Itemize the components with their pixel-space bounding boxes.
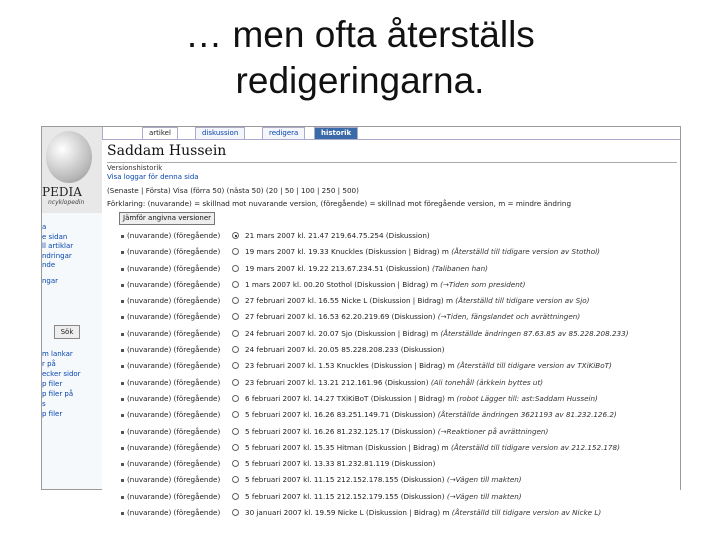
revision-info: 24 februari 2007 kl. 20.07 Sjo (Diskussion | Bidrag) m — [245, 328, 439, 338]
logo-subtitle: ncyklopedin — [48, 199, 85, 206]
sidebar-nav-link[interactable]: ngar — [42, 276, 59, 285]
tab-discussion[interactable]: diskussion — [195, 127, 245, 139]
bullet-icon — [121, 268, 124, 271]
toolbox-link[interactable]: s — [42, 400, 46, 408]
page-subtitle: Versionshistorik — [107, 164, 163, 172]
revision-info: 1 mars 2007 kl. 00.20 Stothol (Diskussion | Bidrag) m — [245, 279, 438, 289]
revision-entry[interactable] — [245, 342, 682, 358]
diff-links[interactable]: (nuvarande) (föregående) — [127, 393, 221, 403]
toolbox-link[interactable]: ecker sidor — [42, 370, 81, 378]
tab-history[interactable]: historik — [314, 127, 358, 139]
revision-entry[interactable] — [245, 407, 682, 423]
history-row — [107, 293, 680, 309]
sidebar-nav-link[interactable]: e sidan — [42, 232, 68, 241]
bullet-icon — [121, 496, 124, 499]
version-radio[interactable] — [232, 232, 239, 239]
version-radio[interactable] — [232, 313, 239, 320]
version-radio[interactable] — [232, 330, 239, 337]
edit-summary: (Ali tonehåll (ärkkein byttes ut) — [430, 377, 544, 387]
revision-entry[interactable] — [245, 261, 682, 277]
version-radio[interactable] — [232, 297, 239, 304]
diff-links[interactable]: (nuvarande) (föregående) — [127, 279, 221, 289]
bullet-icon — [121, 431, 124, 434]
edit-summary: (Återställd till tidigare version av 212.152.178) — [450, 442, 620, 452]
diff-links[interactable]: (nuvarande) (föregående) — [127, 491, 221, 501]
diff-links[interactable]: (nuvarande) (föregående) — [127, 247, 221, 257]
slide-title — [0, 12, 720, 104]
revision-entry[interactable] — [245, 244, 682, 260]
history-row — [107, 440, 680, 456]
edit-summary: (→Vägen till makten) — [446, 475, 522, 485]
edit-summary: (robot Lägger till: ast:Saddam Hussein) — [456, 393, 598, 403]
revision-entry[interactable] — [245, 424, 682, 440]
slide-title-line-1: … men ofta återställs — [185, 14, 535, 55]
history-row — [107, 505, 680, 521]
tab-edit[interactable]: redigera — [262, 127, 305, 139]
history-row — [107, 342, 680, 358]
search-box — [42, 323, 98, 345]
history-row — [107, 358, 680, 374]
version-radio[interactable] — [232, 428, 239, 435]
log-link[interactable]: Visa loggar för denna sida — [107, 173, 199, 181]
bullet-icon — [121, 300, 124, 303]
diff-links[interactable]: (nuvarande) (föregående) — [127, 328, 221, 338]
bullet-icon — [121, 333, 124, 336]
history-row — [107, 326, 680, 342]
diff-links[interactable]: (nuvarande) (föregående) — [127, 459, 221, 469]
revision-info: 5 februari 2007 kl. 16.26 83.251.149.71 (Diskussion) — [245, 410, 436, 420]
revision-info: 23 februari 2007 kl. 1.53 Knuckles (Diskussion | Bidrag) m — [245, 361, 455, 371]
revision-info: 23 februari 2007 kl. 13.21 212.161.96 (Diskussion) — [245, 377, 429, 387]
version-radio[interactable] — [232, 281, 239, 288]
bullet-icon — [121, 349, 124, 352]
history-row — [107, 456, 680, 472]
revision-entry[interactable] — [245, 309, 682, 325]
version-radio[interactable] — [232, 493, 239, 500]
tab-article[interactable]: artikel — [142, 127, 178, 139]
sidebar — [42, 127, 103, 489]
edit-summary: (Återställd till tidigare version av Sjo) — [455, 296, 590, 306]
version-radio[interactable] — [232, 379, 239, 386]
bullet-icon — [121, 382, 124, 385]
bullet-icon — [121, 479, 124, 482]
revision-info: 19 mars 2007 kl. 19.22 213.67.234.51 (Diskussion) — [245, 263, 430, 273]
diff-links[interactable]: (nuvarande) (föregående) — [127, 345, 221, 355]
edit-summary: (Återställd till tidigare version av Nicke L) — [451, 508, 602, 518]
logo-text: PEDIA — [42, 185, 82, 199]
toolbox-link[interactable]: p filer — [42, 410, 63, 418]
sidebar-navigation — [42, 223, 100, 286]
bullet-icon — [121, 365, 124, 368]
diff-links[interactable]: (nuvarande) (föregående) — [127, 296, 221, 306]
edit-summary: (Återställd till tidigare version av Stothol) — [451, 247, 600, 257]
bullet-icon — [121, 512, 124, 515]
revision-info: 19 mars 2007 kl. 19.33 Knuckles (Diskussion | Bidrag) m — [245, 247, 449, 257]
revision-entry[interactable] — [245, 440, 682, 456]
edit-summary: (→Reaktioner på avrättningen) — [437, 426, 549, 436]
version-radio[interactable] — [232, 444, 239, 451]
revision-entry[interactable] — [245, 326, 682, 342]
history-row — [107, 261, 680, 277]
sidebar-nav-link[interactable]: ll artiklar — [42, 242, 74, 250]
revision-info: 24 februari 2007 kl. 20.05 85.228.208.233 (Diskussion) — [245, 345, 445, 355]
edit-summary: (Återställde ändringen 87.63.85 av 85.228.208.233) — [440, 328, 629, 338]
pagination-row[interactable]: (Senaste | Första) Visa (förra 50) (nästa 50) (20 | 50 | 100 | 250 | 500) — [107, 186, 359, 195]
page-title: Saddam Hussein — [107, 143, 227, 159]
history-row — [107, 391, 680, 407]
edit-summary: (→Tiden som president) — [440, 279, 526, 289]
edit-summary: (Återställd till tidigare version av TXiKiBoT) — [456, 361, 612, 371]
revision-entry[interactable] — [245, 489, 682, 505]
version-radio[interactable] — [232, 346, 239, 353]
toolbox-link[interactable]: m lankar — [42, 350, 73, 358]
globe-icon — [46, 131, 92, 183]
history-list — [107, 228, 680, 521]
revision-entry[interactable] — [245, 277, 682, 293]
toolbox-link[interactable]: p filer på — [42, 390, 74, 398]
wiki-screenshot — [41, 126, 681, 518]
version-radio[interactable] — [232, 476, 239, 483]
history-row — [107, 277, 680, 293]
revision-info: 5 februari 2007 kl. 16.26 81.232.125.17 (Diskussion) — [245, 426, 436, 436]
version-radio[interactable] — [232, 509, 239, 516]
history-row — [107, 407, 680, 423]
bullet-icon — [121, 414, 124, 417]
slide-title-line-2: redigeringarna. — [235, 60, 485, 101]
diff-links[interactable]: (nuvarande) (föregående) — [127, 263, 221, 273]
revision-entry[interactable] — [245, 375, 682, 391]
bullet-icon — [121, 284, 124, 287]
bullet-icon — [121, 251, 124, 254]
version-radio[interactable] — [232, 248, 239, 255]
search-button[interactable]: Sök — [54, 325, 80, 339]
history-row — [107, 489, 680, 505]
toolbox — [42, 349, 100, 419]
history-row — [107, 228, 680, 244]
revision-entry[interactable] — [245, 505, 682, 521]
version-radio[interactable] — [232, 411, 239, 418]
revision-entry[interactable] — [245, 228, 682, 244]
revision-info: 30 januari 2007 kl. 19.59 Nicke L (Diskussion | Bidrag) m — [245, 508, 450, 518]
history-row — [107, 375, 680, 391]
page-tabs — [102, 127, 680, 139]
revision-info: 5 februari 2007 kl. 11.15 212.152.179.155 (Diskussion) — [245, 491, 445, 501]
edit-summary: (Återställde ändringen 3621193 av 81.232.126.2) — [437, 410, 617, 420]
bullet-icon — [121, 463, 124, 466]
sidebar-nav-link[interactable]: ndringar — [42, 251, 72, 260]
version-radio[interactable] — [232, 265, 239, 272]
bullet-icon — [121, 316, 124, 319]
history-row — [107, 244, 680, 260]
version-radio[interactable] — [232, 395, 239, 402]
diff-links[interactable]: (nuvarande) (föregående) — [127, 312, 221, 322]
bullet-icon — [121, 398, 124, 401]
revision-info: 5 februari 2007 kl. 13.33 81.232.81.119 (Diskussion) — [245, 459, 436, 469]
diff-links[interactable]: (nuvarande) (föregående) — [127, 361, 221, 371]
history-row — [107, 424, 680, 440]
diff-links[interactable]: (nuvarande) (föregående) — [127, 410, 221, 420]
diff-links[interactable]: (nuvarande) (föregående) — [127, 426, 221, 436]
sidebar-nav-link[interactable]: nde — [42, 261, 56, 269]
diff-links[interactable]: (nuvarande) (föregående) — [127, 508, 221, 518]
revision-info: 5 februari 2007 kl. 11.15 212.152.178.155 (Diskussion) — [245, 475, 445, 485]
diff-links[interactable]: (nuvarande) (föregående) — [127, 377, 221, 387]
revision-info: 21 mars 2007 kl. 21.47 219.64.75.254 (Diskussion) — [245, 231, 430, 240]
revision-info: 27 februari 2007 kl. 16.55 Nicke L (Diskussion | Bidrag) m — [245, 296, 453, 306]
diff-links[interactable]: (nuvarande) (föregående) — [127, 231, 221, 240]
sidebar-nav-link[interactable]: a — [42, 223, 47, 231]
bullet-icon — [121, 235, 124, 238]
revision-entry[interactable] — [245, 293, 682, 309]
version-radio[interactable] — [232, 460, 239, 467]
edit-summary: (→Tiden, fängslandet och avrättningen) — [437, 312, 581, 322]
diff-links[interactable]: (nuvarande) (föregående) — [127, 475, 221, 485]
history-row — [107, 472, 680, 488]
legend-text: Förklaring: (nuvarande) = skillnad mot nuvarande version, (föregående) = skillnad mot föregående version, m = mindre ändring — [107, 199, 572, 208]
compare-versions-button[interactable]: Jämför angivna versioner — [119, 212, 215, 225]
edit-summary: (Talibanen han) — [431, 263, 488, 273]
revision-entry[interactable] — [245, 456, 682, 472]
bullet-icon — [121, 447, 124, 450]
revision-info: 6 februari 2007 kl. 14.27 TXiKiBoT (Diskussion | Bidrag) m — [245, 393, 455, 403]
wikipedia-logo[interactable] — [42, 127, 102, 213]
revision-entry[interactable] — [245, 472, 682, 488]
revision-entry[interactable] — [245, 391, 682, 407]
history-row — [107, 309, 680, 325]
edit-summary: (→Vägen till makten) — [446, 491, 522, 501]
revision-entry[interactable] — [245, 358, 682, 374]
version-radio[interactable] — [232, 362, 239, 369]
revision-info: 27 februari 2007 kl. 16.53 62.20.219.69 (Diskussion) — [245, 312, 436, 322]
diff-links[interactable]: (nuvarande) (föregående) — [127, 442, 221, 452]
revision-info: 5 februari 2007 kl. 15.35 Hitman (Diskussion | Bidrag) m — [245, 442, 449, 452]
toolbox-link[interactable]: r på — [42, 360, 56, 368]
toolbox-link[interactable]: p filer — [42, 380, 63, 388]
page-content — [102, 139, 680, 518]
